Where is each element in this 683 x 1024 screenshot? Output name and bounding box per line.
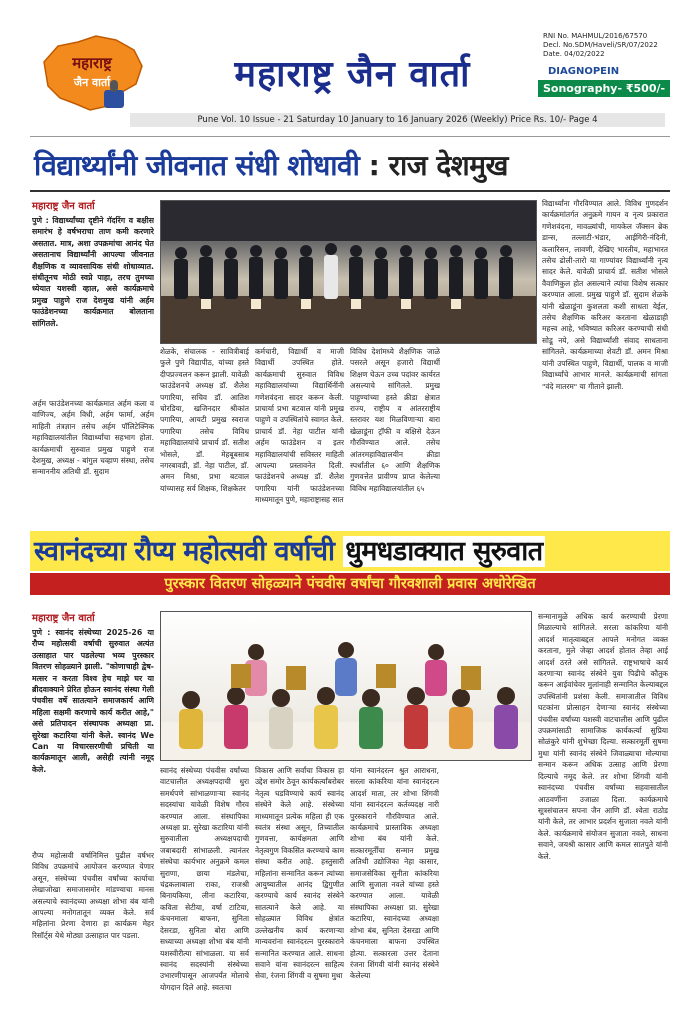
story1-headline [34,146,669,184]
story1-headline-main: विद्यार्थ्यांनी जीवनात संधी शोधावी [34,149,360,182]
story1-lead: पुणे : विद्यार्थ्यांच्या दृष्टीने गॅदरिंग व बक्षीस समारंभ हे वर्षभराचा ताण कमी करणारे असतात. मात्र, अशा उपक्रमांचा आनंद घेत असतानाच विद्यार्थ्यांनी आपल्या जीवनात शैक्षणिक व व्यावसायिक संधी शोधाव्यात. संधीतूनच मोठी स्वप्ने पाहा, तरच तुमच्या ध्येयात यशस्वी व्हाल, असे कार्यक्रमाचे प्रमुख पाहुणे राज देशमुख यांनी अर्हम फाउंडेशनच्या कार्यक्रमात बोलताना सांगितले. [32,216,154,328]
story2-subheadline: पुरस्कार वितरण सोहळ्याने पंचवीस वर्षांचा गौरवशाली प्रवास अधोरेखित [30,573,670,595]
logo-line1: महाराष्ट्र [72,54,112,72]
story2-headline [34,534,664,570]
issue-info-bar: Pune Vol. 10 Issue - 21 Saturday 10 January to 16 January 2026 (Weekly) Price Rs. 10/- Page 4 [130,113,665,127]
story2-column4: यांना स्वानंदरत्न श्रुत आराधना, सरला कांकरिया यांना स्वानंदरत्न आदर्श माता, तर शोभा शिंगवी यांना स्वानंदरत्न कर्तव्यदक्ष नारी पुरस्काराने गौरविण्यात आले. कार्यक्रमाचे प्रास्ताविक अध्यक्षा शोभा बंब यांनी केले. सत्कारमूर्तींचा सन्मान प्रमुख अतिथी उद्योजिका नेहा कासार, समाजसेविका सुनीता कांकरिया आणि सुजाता नवले यांच्या हस्ते करण्यात आला. यावेळी संस्थापिका अध्यक्षा प्रा. सुरेखा कटारिया, स्वानंदच्या अध्यक्षा शोभा बंब, सुनिता देसरडा आणि कंचनमाला बाफना उपस्थित होत्या. सत्कारला उत्तर देताना रंजना शिंगवी यांनी स्वानंद संस्थेने केलेल्या [350,766,439,981]
microphone-icon [104,90,124,108]
story1-byline: महाराष्ट्र जैन वार्ता [32,201,95,212]
logo-line2: जैन वार्ता [73,76,111,89]
award-ceremony-photo [161,201,536,343]
story2-headline-main: स्वानंदच्या रौप्य महोत्सवी वर्षाची [34,536,335,567]
maharashtra-map-logo [38,32,146,116]
declaration-number: Decl. No.SDM/Haveli/SR/07/2022 [543,41,658,49]
story2-lead: पुणे : स्वानंद संस्थेच्या 2025-26 या रौप्य महोत्सवी वर्षाची सुरुवात अत्यंत उत्साहात पार पडलेल्या भव्य पुरस्कार वितरण सोहळ्याने झाली. "कोणाचाही द्वेष-मत्सर न करता विश्व हेच माझे घर या ब्रीदवाक्याने प्रेरित होऊन स्वानंद संस्था गेली पंचवीस वर्षे सातत्याने समाजकार्य आणि महिला सक्षमी करणाचे कार्य करीत आहे," असे प्रतिपादन संस्थापक अध्यक्षा प्रा. सुरेखा कटारिया यांनी केले. स्वानंद We Can या विचारसरणीची प्रचिती या कार्यक्रमातून आली, असेही त्यांनी नमूद केले. [32,628,154,774]
story2-column3: विकास आणि सर्वांचा विकास हा उद्देश समोर ठेवून कार्यकर्त्यांबरोबर नेतृत्व घडविण्याचे कार्य स्वानंद संस्थेने केले आहे. संस्थेच्या माध्यमातून प्रत्येक महिला ही एक स्वतंत्र संस्था असून, तिच्यातील गुणवत्ता, कार्यक्षमता आणि नेतृत्वगुण विकसित करण्याचे काम संस्था करीत आहे. हस्तुसारी महिलांना सन्मानित करून त्यांच्या आयुष्यातील आनंद द्विगुणीत करण्याचे कार्य स्वानंद संस्थेने सातत्याने केले आहे. या सोहळ्यात विविध क्षेत्रांत उल्लेखनीय कार्य करणाऱ्या मान्यवरांना स्वानंदरत्न पुरस्काराने सन्मानित करण्यात आले. साधना सवाने यांना स्वानंदरत्न साहित्य सेवा, रंजना शिंगवी व सुषमा मुथा [255,766,344,981]
story2-column1: रौप्य महोत्सवी वर्षानिमित्त पुढील वर्षभर विविध उपक्रमांचे आयोजन करण्यात येणार असून, संस्थेच्या पंचवीस वर्षांच्या कार्याचा लेखाजोखा समाजासमोर मांडण्याचा मानस असल्याचे स्वानंदच्या अध्यक्षा शोभा बंब यांनी आपल्या मनोगतातून व्यक्त केले. सर्व महिलांना प्रेरणा देणारा हा कार्यक्रम मेहर रिसॉर्ट्स येथे मोठ्या उत्साहात पार पडला. [32,851,154,940]
story1-column3: कर्मचारी, विद्यार्थी व माजी विद्यार्थी उपस्थित होते. कार्यक्रमाची सुरुवात विविध महाविद्यालयांच्या विद्यार्थिनींनी गणेशवंदना सादर करून केली. प्राचार्या प्रभा बटवाल यांनी प्रमुख पाहुणे व उपस्थितांचे स्वागत केले. प्राचार्य डॉ. नेहा पाटील यांनी अर्हम फाउंडेशन व इतर महाविद्यालयांची सविस्तर माहिती आपल्या प्रस्तावनेत दिली. फाउंडेशनचे अध्यक्ष डॉ. शैलेश पगारिया यांनी फाउंडेशनच्या माध्यमातून पुणे, महाराष्ट्रासह सात [255,347,344,505]
ad-offer: Sonography- ₹500/- [538,80,670,97]
story1-column2: शेळके, संचालक - सावित्रीबाई फुले पुणे विद्यापीठ, यांच्या हस्ते दीपप्रज्वलन करून झाली. यावेळी फाउंडेशनचे अध्यक्ष डॉ. शैलेश पगारिया, सचिव डॉ. आतिश चोरडिया, खजिनदार श्रीकांत पगारिया, आयटी प्रमुख स्वराज पगारिया तसेच विविध महाविद्यालयांचे प्राचार्य डॉ. सतीश भोसले, डॉ. मेहबूबसाब नगरबावडी, डॉ. नेहा पाटील, डॉ. अमन मिश्रा, प्रभा बटवाल यांच्यासह सर्व शिक्षक, शिक्षकेतर [160,347,249,493]
story1-column1: अर्हम फाउंडेशनच्या कार्यक्रमात अर्हम कला व वाणिज्य, अर्हम विधी, अर्हम फार्मा, अर्हम माहिती तंत्रज्ञान तसेच अर्हम पॉलिटेक्निक महाविद्यालयांतील विद्यार्थ्यांचा सहभाग होता. कार्यक्रमाची सुरुवात प्रमुख पाहुणे राज देशमुख, अध्यक्ष - बांगुल चव्हाण संस्था, तसेच सन्माननीय अतिथी डॉ. सुदाम [32,399,154,477]
story1-column4: विविध देशांमध्ये शैक्षणिक जाळे पसरले असून हजारो विद्यार्थी शिक्षण घेऊन उच्च पदांवर कार्यरत असल्याचे सांगितले. प्रमुख पाहुण्यांच्या हस्ते क्रीडा क्षेत्रात राज्य, राष्ट्रीय व आंतरराष्ट्रीय स्तरावर यश मिळविणाऱ्या बारा खेळाडूंना ट्रॉफी व बक्षिसे देऊन गौरविण्यात आले. तसेच आंतरमहाविद्यालयीन क्रीडा स्पर्धांतील ६० आणि शैक्षणिक गुणवत्तेत प्रावीण्य प्राप्त केलेल्या विविध महाविद्यालयांतील ६५ [350,347,440,493]
story1-group-photo [160,200,537,344]
ad-brand: DIAGNOPEIN [548,66,620,77]
story1-column5: विद्यार्थ्यांना गौरविण्यात आले. विविध गुणदर्शन कार्यक्रमांतर्गत अनुक्रमे गायन व नृत्य प्रकारात गणेशवंदना, मावळ्यांची, मायकेल जॅक्सन ब्रेक डान्स, तल्लाटी-भंडार, आईगिरी-नंदिनी, कलारिसन, लावणी, देखिए भारतीय, महाभारत तसेच ढोली-तारो या गाण्यांवर विद्यार्थ्यांनी नृत्य सादर केले. यावेळी प्राचार्य डॉ. सतीश भोसले वैवाणिकुल होत असल्याने त्यांचा विशेष सत्कार करण्यात आला. प्रमुख पाहुणे डॉ. सुदाम शेळके यांनी खेळाडूंना कुशलता कशी साधता येईल, तसेच शैक्षणिक करिअर करताना खेळाडाही महत्त्व आहे, भविष्यात करिअर करण्याची संधी सोडू नये, असे विद्यार्थ्यांशी संवाद साधताना सांगितले. कार्यक्रमाच्या शेवटी डॉ. अमन मिश्रा यांनी उपस्थित पाहुणे, विद्यार्थी, पालक व माजी विद्यार्थ्यांचे आभार मानले. कार्यक्रमाची सांगता "वंदे मातरम" या गीताने झाली. [542,199,668,391]
story1-headline-speaker: : राज देशमुख [368,149,508,182]
award-women-photo [161,612,531,760]
newspaper-title: महाराष्ट्र जैन वार्ता [234,53,471,95]
story2-column5: सन्मानामुळे अधिक कार्य करण्याची प्रेरणा मिळाल्याचे सांगितले. सरला कांकरिया यांनी आदर्श मातृत्वाबद्दल आपले मनोगत व्यक्त करताना, मुले जेव्हा आदर्श होतात तेव्हा आई आदर्श ठरते असे सांगितले. राष्ट्रभाषाचे कार्य करणाऱ्या स्वानंद संस्थेने युवा पिढीचे कौतुक करून आईवांचेवर मुलांनाही सन्मानित केल्याबद्दल उपस्थितांनी प्रशंसा केली. समाजातील विविध घटकांना प्रोत्साहन देणाऱ्या स्वानंद संस्थेच्या पंचवीस वर्षांच्या यशस्वी वाटचालीस आणि पुढील उपक्रमांसाठी सामाजिक कार्यकर्त्या सुप्रिया सोळंकुरे यांनी शुभेच्छा दिल्या. सत्कारमूर्ती सुषमा मुथा यांनी स्वानंद संस्थेने जिवाळ्याचा मोल्याचा सन्मान करून अधिक उत्साह आणि प्रेरणा दिल्याचे नमूद केले. तर शोभा शिंगवी यांनी स्वानंदच्या पंचवीस वर्षांच्या सहवासातील आठवणींना उजाळा दिला. कार्यक्रमाचे सूत्रसंचालन सपना जैन आणि डॉ. श्वेता राठोड यांनी केले, तर आभार प्रदर्शन सुजाता नवले यांनी केले. कार्यक्रमाचे संयोजन सुजाता नवले, साधना सवाने, जयश्री कासार आणि कमल सातपुते यांनी केले. [538,612,668,861]
divider [30,190,670,192]
rni-number: RNI No. MAHMUL/2016/67570 [543,32,648,40]
masthead-logo [38,32,146,116]
declaration-date: Date. 04/02/2022 [543,50,605,58]
sonography-advert [538,66,676,106]
divider [30,136,670,137]
registration-info [543,32,658,59]
story2-byline: महाराष्ट्र जैन वार्ता [32,613,95,624]
story2-column2: स्वानंद संस्थेच्या पंचवीस वर्षांच्या वाटचालीत अध्यक्षपदाची धुरा समर्थपणे सांभाळणाऱ्या स्वानंद सदस्यांचा यावेळी विशेष गौरव करण्यात आला. संस्थापिका अध्यक्षा प्रा. सुरेखा कटारिया यांनी सुरुवातीला अध्यक्षपदाची जबाबदारी सांभाळली. त्यानंतर संस्थेचा कार्यभार अनुक्रमे कमल सुराणा, छाया मंडलेचा, चंद्रकलाबाला राका, राजश्री बिनायकिया, लीना कटारिया, कविता सेटीया, वर्षा टाटिया, कंचनमाला बाफना, सुनिता देसरडा, सुनिता बोरा आणि सध्याच्या अध्यक्षा शोभा बंब यांनी यशस्वीरीत्या सांभाळला. या सर्व स्वानंद सदस्यांनी संस्थेच्या उभारणीपासून आजपर्यंत मोलाचे योगदान दिले आहे. स्वतःचा [160,766,249,992]
story2-headline-accent: धुमधडाक्यात सुरुवात [345,536,543,567]
story2-group-photo [160,611,532,761]
